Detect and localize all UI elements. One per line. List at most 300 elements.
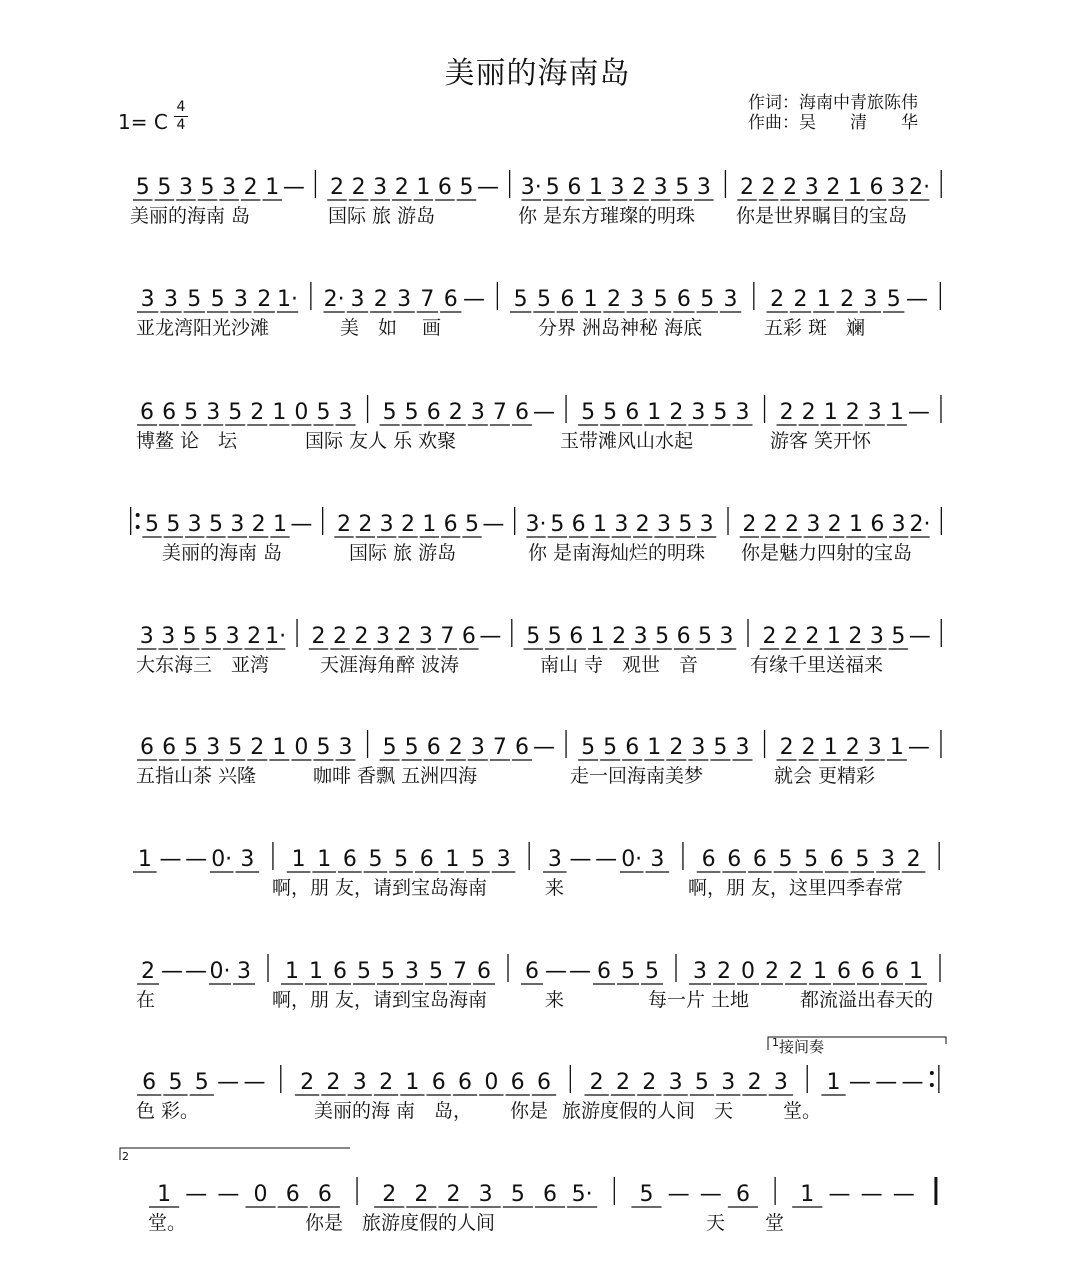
lyric-line: 旅游度假的人间 天 — [562, 1100, 734, 1122]
staff-system — [0, 385, 1075, 495]
lyric-line: 你 是南海灿烂的明珠 — [528, 542, 706, 564]
sustain-dash: — — [907, 400, 930, 425]
lyric-line: 大东海三 亚湾 — [136, 654, 270, 676]
note: 1 — [813, 959, 827, 984]
note: 2 — [669, 735, 684, 760]
note: 1· — [265, 624, 287, 649]
sustain-dash: — — [290, 512, 313, 537]
note: 2· — [323, 287, 345, 312]
note: 1 — [849, 512, 863, 537]
note: 6 — [342, 847, 357, 872]
note: 6 — [567, 175, 582, 200]
note: 2 — [762, 624, 777, 649]
note: 3 — [693, 959, 707, 984]
note: 1 — [405, 1070, 420, 1095]
note: 6 — [525, 959, 539, 984]
note: 5 — [513, 287, 528, 312]
note: 2 — [635, 512, 650, 537]
note: 2 — [761, 175, 776, 200]
note: 1 — [157, 1182, 172, 1207]
note: 6 — [625, 735, 640, 760]
note: 5 — [526, 624, 541, 649]
lyric-line: 色 彩。 — [136, 1100, 200, 1122]
note: 2 — [827, 512, 842, 537]
note: 5 — [713, 400, 728, 425]
lyric-line: 堂 — [765, 1212, 785, 1234]
lyric-line: 有缘千里送福来 — [750, 654, 884, 676]
note: 6 — [735, 1182, 750, 1207]
note: 1 — [823, 400, 838, 425]
lyric-line: 美丽的海南 岛 — [130, 205, 251, 227]
note: 3 — [614, 512, 629, 537]
note: 3 — [721, 1070, 736, 1095]
lyric-line: 咖啡 香飘 五洲四海 — [313, 765, 478, 787]
note: 5 — [700, 287, 715, 312]
lyric-line: 美丽的海 南 岛， — [314, 1100, 473, 1122]
note: 3 — [237, 959, 251, 984]
note: 3 — [804, 175, 819, 200]
note: 1 — [583, 287, 598, 312]
note: 5 — [368, 847, 383, 872]
lyric-line: 啊，朋 友，请到宝岛海南 — [272, 877, 488, 899]
note: 3 — [470, 735, 485, 760]
note: 6 — [317, 1182, 332, 1207]
note: 6 — [543, 1182, 557, 1207]
note: 2 — [382, 1182, 397, 1207]
staff-system — [0, 272, 1075, 382]
note: 5 — [316, 400, 331, 425]
note: 2 — [632, 175, 647, 200]
note: 2 — [251, 512, 266, 537]
note: 3 — [891, 512, 906, 537]
note: 3 — [806, 512, 821, 537]
volta-1-number: 1 — [772, 1036, 779, 1049]
note: 2 — [801, 735, 816, 760]
note: 1 — [889, 735, 904, 760]
note: 2 — [770, 287, 785, 312]
note: 2 — [612, 624, 627, 649]
note: 5 — [182, 624, 197, 649]
note: 3 — [206, 735, 221, 760]
note: 2 — [358, 512, 373, 537]
note: 5 — [603, 735, 618, 760]
note: 3 — [206, 400, 221, 425]
sustain-dash: — — [906, 287, 929, 312]
note: 3 — [696, 175, 711, 200]
note: 3 — [222, 175, 237, 200]
note: 1 — [826, 1070, 841, 1095]
staff-system — [0, 1167, 1075, 1277]
note: 3 — [187, 512, 202, 537]
note: 5 — [200, 175, 215, 200]
note: 3 — [723, 287, 738, 312]
note: 5 — [459, 175, 474, 200]
note: 3 — [880, 847, 895, 872]
note: 2 — [351, 175, 366, 200]
note: 6 — [142, 1070, 157, 1095]
note: 6 — [560, 287, 575, 312]
time-signature-bottom: 4 — [176, 117, 186, 133]
note: 5 — [382, 735, 397, 760]
note: 3 — [630, 287, 645, 312]
song-title: 美丽的海南岛 — [444, 56, 631, 91]
note: 2 — [379, 1070, 394, 1095]
note: 3 — [379, 512, 394, 537]
note: 3 — [405, 959, 419, 984]
note: 5 — [404, 400, 419, 425]
sustain-dash: — — [282, 175, 305, 200]
note: 5 — [698, 624, 713, 649]
note: 6 — [140, 735, 155, 760]
sustain-dash: — — [159, 847, 182, 872]
note: 1 — [889, 400, 904, 425]
note: 5 — [603, 400, 618, 425]
note: 5 — [316, 735, 331, 760]
note: 3 — [350, 287, 365, 312]
note: 2 — [247, 624, 262, 649]
sustain-dash: — — [860, 1182, 883, 1207]
note: 7 — [492, 400, 507, 425]
note: 2 — [333, 624, 347, 649]
note: 1 — [265, 175, 280, 200]
note: 7 — [440, 624, 455, 649]
note: 2 — [742, 512, 757, 537]
note: 2 — [401, 512, 415, 537]
lyric-line: 五彩 斑 斓 — [764, 317, 866, 339]
note: 3· — [520, 175, 542, 200]
note: 2 — [845, 735, 860, 760]
note: 3 — [891, 175, 906, 200]
note: 2 — [300, 1070, 315, 1095]
note: 5 — [655, 624, 670, 649]
note: 2 — [606, 287, 621, 312]
note: 6 — [597, 959, 611, 984]
note: 3 — [352, 1070, 367, 1095]
note: 5 — [357, 959, 371, 984]
note: 6 — [510, 1070, 525, 1095]
note: 3 — [225, 624, 240, 649]
volta-2-marker — [122, 1146, 129, 1164]
note: 6 — [437, 175, 452, 200]
note: 3 — [338, 400, 353, 425]
note: 5 — [645, 959, 659, 984]
lyric-line: 博鳌 论 坛 — [136, 430, 238, 452]
note: 6 — [829, 847, 844, 872]
note: 5 — [653, 287, 668, 312]
note: 5 — [891, 624, 906, 649]
note: 2 — [394, 175, 409, 200]
note: 3 — [735, 400, 750, 425]
note: 2 — [783, 624, 798, 649]
note: 6 — [837, 959, 851, 984]
volta-1-marker — [772, 1036, 824, 1057]
note: 5 — [194, 1070, 209, 1095]
note: 6 — [443, 512, 458, 537]
note: 5 — [470, 847, 485, 872]
note: 1 — [800, 1182, 815, 1207]
note: 3 — [338, 735, 353, 760]
note: 3 — [139, 624, 154, 649]
sustain-dash: — — [892, 1182, 915, 1207]
note: 1 — [816, 287, 831, 312]
staff-system — [0, 497, 1075, 607]
sustain-dash: — — [243, 1070, 266, 1095]
note: 5 — [547, 624, 562, 649]
lyric-line: 分界 洲岛神秘 海底 — [538, 317, 703, 339]
note: 0 — [253, 1182, 268, 1207]
repeat-dot — [930, 1083, 934, 1087]
note: 5 — [209, 512, 223, 537]
lyric-line: 旅游度假的人间 — [362, 1212, 496, 1234]
note: 6 — [162, 400, 177, 425]
note: 5 — [184, 400, 199, 425]
note: 1 — [422, 512, 437, 537]
lyric-line: 南山 寺 观世 音 — [540, 654, 699, 676]
lyric-line: 天 — [706, 1212, 726, 1234]
lyric-line: 堂。 — [148, 1212, 187, 1234]
note: 6 — [625, 400, 640, 425]
note: 5 — [804, 847, 819, 872]
note: 2 — [740, 175, 754, 200]
note: 3 — [397, 287, 412, 312]
sustain-dash: — — [479, 624, 502, 649]
note: 2 — [448, 735, 463, 760]
sustain-dash: — — [477, 175, 500, 200]
note: 3 — [863, 287, 878, 312]
note: 6 — [140, 400, 155, 425]
note: 3 — [418, 624, 433, 649]
note: 5 — [404, 735, 419, 760]
lyric-line: 国际 友人 乐 欢聚 — [305, 430, 457, 452]
note: 0 — [484, 1070, 499, 1095]
sustain-dash: — — [595, 847, 618, 872]
note: 2· — [909, 512, 931, 537]
note: 2 — [779, 735, 794, 760]
note: 6 — [419, 847, 434, 872]
lyric-line: 来 — [545, 989, 565, 1011]
sustain-dash: — — [217, 1070, 240, 1095]
note: 3 — [869, 624, 884, 649]
note: 6 — [514, 400, 529, 425]
note: 6 — [571, 512, 586, 537]
staff-system — [0, 720, 1075, 830]
note: 2 — [243, 175, 258, 200]
note: 5 — [228, 735, 243, 760]
lyric-line: 走一回海南美梦 — [570, 765, 704, 787]
note: 2 — [141, 959, 155, 984]
note: 2 — [793, 287, 808, 312]
sustain-dash: — — [217, 1182, 240, 1207]
sustain-dash: — — [185, 847, 208, 872]
note: 5 — [581, 735, 596, 760]
note: 2 — [397, 624, 412, 649]
note: 3 — [773, 1070, 788, 1095]
note: 7 — [492, 735, 507, 760]
note: 6 — [431, 1070, 446, 1095]
note: 3 — [178, 175, 193, 200]
note: 1 — [273, 512, 287, 537]
lyric-line: 就会 更精彩 — [774, 765, 876, 787]
note: 1 — [909, 959, 923, 984]
lyric-line: 每一片 土地 — [648, 989, 750, 1011]
note: 5 — [639, 1182, 654, 1207]
note: 3 — [691, 400, 706, 425]
note: 5 — [184, 735, 199, 760]
note: 5 — [537, 287, 551, 312]
sustain-dash: — — [875, 1070, 898, 1095]
note: 5 — [228, 400, 243, 425]
note: 5 — [545, 175, 560, 200]
note: 6 — [426, 735, 441, 760]
note: 6 — [458, 1070, 473, 1095]
note: 3 — [867, 400, 882, 425]
lyric-line: 啊，朋 友，请到宝岛海南 — [272, 989, 488, 1011]
lyric-line: 你是魅力四射的宝岛 — [741, 542, 913, 564]
note: 5 — [166, 512, 181, 537]
note: 2 — [642, 1070, 657, 1095]
note: 2 — [337, 512, 351, 537]
note: 6 — [461, 624, 476, 649]
note: 5 — [145, 512, 159, 537]
note: 2 — [257, 287, 272, 312]
sustain-dash: — — [908, 624, 931, 649]
note: 3 — [735, 735, 750, 760]
lyric-line: 在 — [136, 989, 156, 1011]
note: 1 — [416, 175, 431, 200]
note: 1 — [647, 400, 662, 425]
lyric-line: 五指山茶 兴隆 — [136, 765, 257, 787]
note: 2 — [763, 512, 778, 537]
note: 1 — [593, 512, 607, 537]
note: 2· — [909, 175, 931, 200]
note: 5 — [187, 287, 202, 312]
sustain-dash: — — [667, 1182, 690, 1207]
sustain-dash: — — [463, 287, 486, 312]
note: 2 — [589, 1070, 604, 1095]
note: 6 — [885, 959, 899, 984]
lyric-line: 美丽的海南 岛 — [162, 542, 283, 564]
note: 5 — [581, 400, 596, 425]
note: 7 — [453, 959, 467, 984]
note: 2 — [840, 287, 855, 312]
time-signature-top: 4 — [176, 99, 186, 115]
note: 2 — [848, 624, 863, 649]
note: 2 — [250, 400, 265, 425]
lyric-line: 游客 笑开怀 — [770, 430, 872, 452]
note: 0· — [209, 959, 231, 984]
note: 0· — [211, 847, 233, 872]
lyric-line: 玉带滩风山水起 — [560, 430, 694, 452]
note: 1 — [317, 847, 332, 872]
note: 5 — [204, 624, 219, 649]
note: 3 — [375, 624, 390, 649]
note: 5 — [621, 959, 635, 984]
credits — [748, 93, 918, 133]
volta-2-number: 2 — [122, 1150, 129, 1163]
note: 3 — [140, 287, 155, 312]
note: 6 — [162, 735, 177, 760]
note: 5 — [675, 175, 690, 200]
sustain-dash: — — [569, 959, 591, 984]
repeat-dot — [136, 525, 140, 529]
lyric-line: 你是 — [305, 1212, 344, 1234]
note: 5 — [694, 1070, 709, 1095]
sustain-dash: — — [828, 1182, 851, 1207]
note: 2 — [779, 400, 794, 425]
note: 3 — [867, 735, 882, 760]
repeat-dot — [136, 513, 140, 517]
note: 2 — [717, 959, 731, 984]
note: 6 — [869, 175, 884, 200]
sustain-dash: — — [185, 1182, 208, 1207]
lyric-line: 你是世界瞩目的宝岛 — [736, 205, 908, 227]
note: 2 — [669, 400, 684, 425]
note: 3· — [525, 512, 547, 537]
time-signature — [174, 100, 188, 133]
note: 5· — [571, 1182, 593, 1207]
staff-system — [0, 1055, 1075, 1165]
note: 3 — [699, 512, 714, 537]
sustain-dash: — — [907, 735, 930, 760]
note: 6 — [676, 287, 691, 312]
note: 6 — [477, 959, 491, 984]
note: 5 — [713, 735, 728, 760]
note: 1 — [291, 847, 306, 872]
note: 1 — [445, 847, 460, 872]
note: 2 — [765, 959, 779, 984]
note: 3 — [496, 847, 511, 872]
note: 3 — [653, 175, 668, 200]
note: 2 — [311, 624, 326, 649]
key-signature: 1= C — [118, 110, 168, 134]
lyric-line: 国际 旅 游岛 — [328, 205, 436, 227]
note: 5 — [886, 287, 901, 312]
staff-system — [0, 160, 1075, 270]
note: 1 — [285, 959, 299, 984]
note: 0· — [621, 847, 643, 872]
note: 6 — [285, 1182, 300, 1207]
sustain-dash: — — [185, 959, 207, 984]
staff-system — [0, 944, 1075, 1054]
note: 3 — [478, 1182, 493, 1207]
note: 5 — [157, 175, 172, 200]
note: 2 — [906, 847, 921, 872]
note: 5 — [510, 1182, 525, 1207]
composer-credit: 作曲：吴 清 华 — [748, 113, 918, 133]
note: 2 — [845, 400, 860, 425]
note: 5 — [465, 512, 479, 537]
sustain-dash: — — [545, 959, 567, 984]
note: 2 — [783, 175, 798, 200]
note: 5 — [382, 400, 397, 425]
staff-system — [0, 832, 1075, 942]
note: 1 — [272, 400, 287, 425]
note: 6 — [569, 624, 584, 649]
note: 3 — [719, 624, 734, 649]
repeat-dot — [930, 1071, 934, 1075]
sustain-dash: — — [848, 1070, 871, 1095]
note: 6 — [701, 847, 716, 872]
note: 1 — [137, 847, 152, 872]
note: 6 — [333, 959, 347, 984]
sustain-dash: — — [482, 512, 505, 537]
note: 3 — [691, 735, 706, 760]
lyric-line: 都流溢出春天的 — [800, 989, 934, 1011]
note: 2 — [414, 1182, 429, 1207]
note: 5 — [394, 847, 409, 872]
lyric-line: 堂。 — [783, 1100, 822, 1122]
note: 1 — [847, 175, 862, 200]
